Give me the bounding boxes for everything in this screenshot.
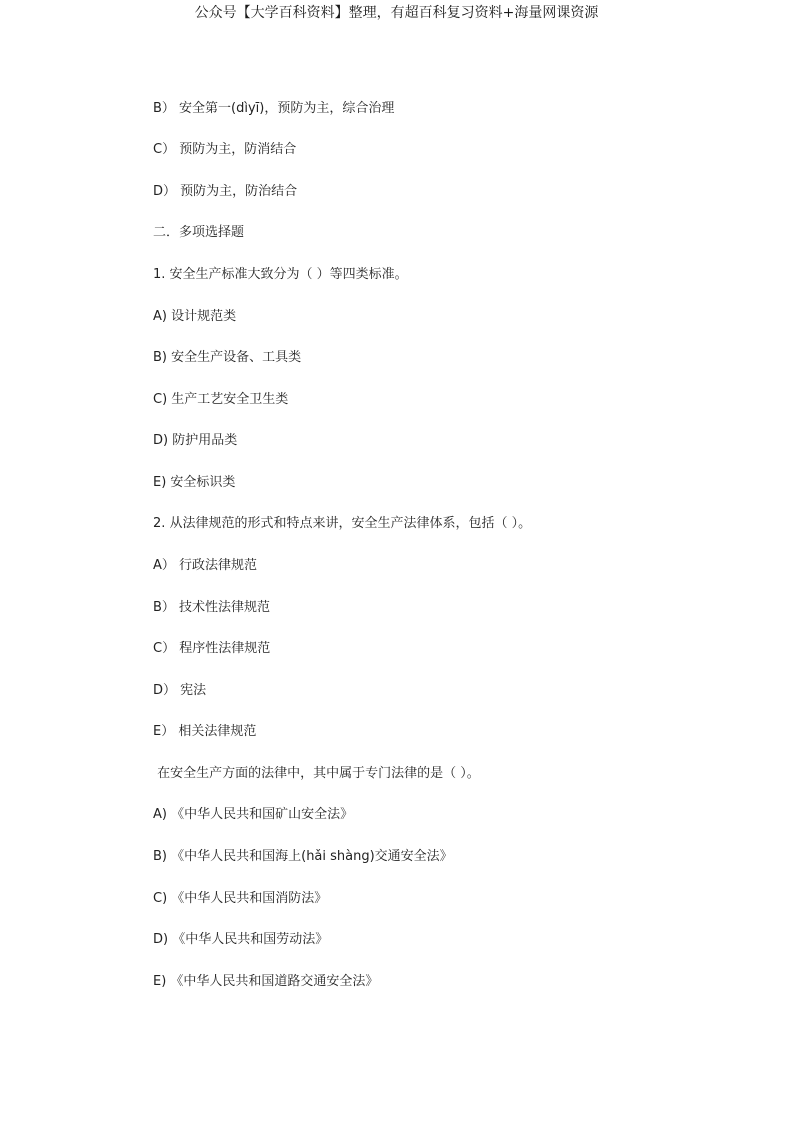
q3-option-a: A) 《中华人民共和国矿山安全法》 [153,807,354,822]
q1-option-c: C) 生产工艺安全卫生类 [153,392,289,407]
q1-option-d: D) 防护用品类 [153,433,238,448]
q2-option-b: B） 技术性法律规范 [153,600,271,615]
q2-option-a: A） 行政法律规范 [153,558,258,573]
q1-option-b: B) 安全生产设备、工具类 [153,350,302,365]
option-b-line: B） 安全第一(dìyī)，预防为主，综合治理 [153,101,395,116]
q3-option-b: B) 《中华人民共和国海上(hǎi shàng)交通安全法》 [153,849,453,864]
page-header: 公众号【大学百科资料】整理，有超百科复习资料+海量网课资源 [194,5,599,21]
question-2: 2. 从法律规范的形式和特点来讲，安全生产法律体系，包括（ ）。 [153,516,532,531]
section-heading: 二．多项选择题 [153,225,245,240]
q2-option-c: C） 程序性法律规范 [153,641,271,656]
q1-option-e: E) 安全标识类 [153,475,236,490]
option-c-line: C） 预防为主，防消结合 [153,142,297,157]
q2-option-e: E） 相关法律规范 [153,724,257,739]
q3-option-d: D) 《中华人民共和国劳动法》 [153,932,329,947]
question-1: 1. 安全生产标准大致分为（ ）等四类标准。 [153,267,408,282]
q1-option-a: A) 设计规范类 [153,309,237,324]
option-d-line: D） 预防为主，防治结合 [153,184,298,199]
q3-option-e: E) 《中华人民共和国道路交通安全法》 [153,974,379,989]
q3-option-c: C) 《中华人民共和国消防法》 [153,891,328,906]
question-3: 在安全生产方面的法律中，其中属于专门法律的是（ ）。 [153,766,480,781]
q2-option-d: D） 宪法 [153,683,207,698]
